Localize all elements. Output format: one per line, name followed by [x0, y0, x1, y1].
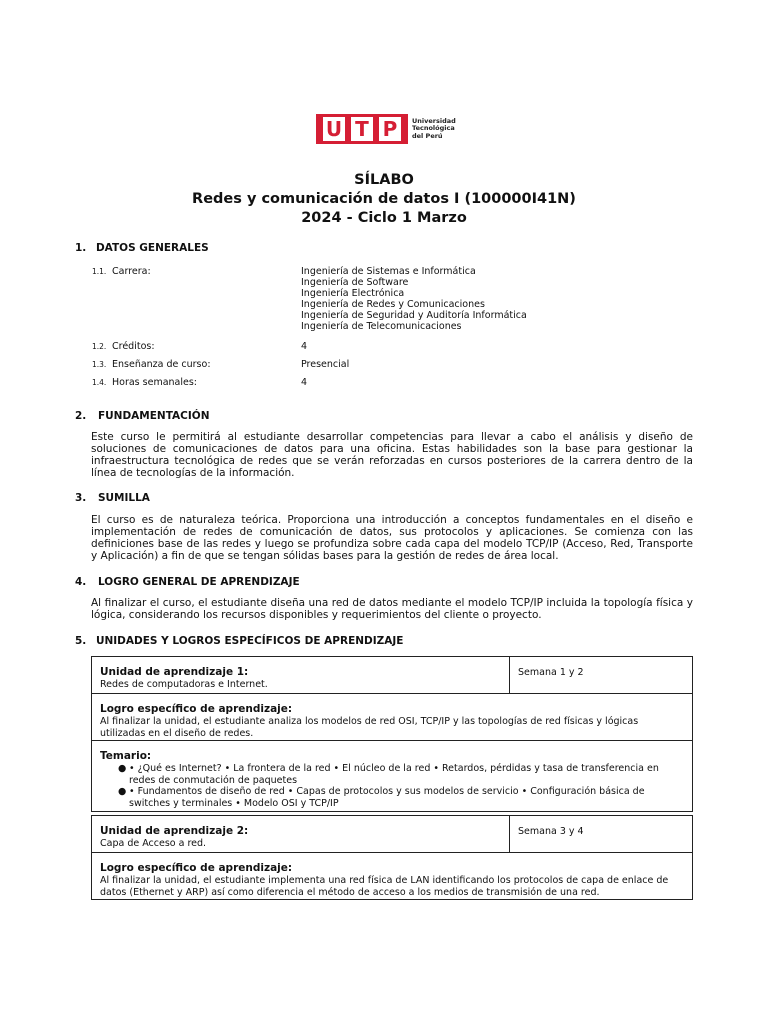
section-title: UNIDADES Y LOGROS ESPECÍFICOS DE APRENDIZAJE — [95, 635, 404, 647]
logo-mark — [316, 114, 408, 144]
course-title: Redes y comunicación de datos I (100000I41N) — [192, 191, 576, 207]
logro-heading: Logro específico de aprendizaje: — [100, 862, 293, 874]
unit-header-row — [92, 657, 692, 693]
section-title: SUMILLA — [97, 492, 150, 504]
logo-line-1: Universidad — [412, 116, 456, 125]
section-number: 5. — [75, 635, 87, 647]
fundamentacion-text: Este curso le permitirá al estudiante desarrollar competencias para llevar a cabo el análisis y diseño de soluciones de comunicaciones de datos para una oficina. Estas habilidades son la base para gestionar la infraestructura tecnológica de redes que se verán reforzadas en cursos posteriores de la carrera dentro de la línea de tecnologías de la información. — [91, 431, 693, 479]
logro-general-text: Al finalizar el curso, el estudiante diseña una red de datos mediante el modelo TCP/IP incluida la topología física y lógica, considerando los recursos disponibles y requerimientos del cliente o proyecto. — [91, 597, 693, 621]
careers-list — [301, 266, 527, 332]
field-horas-value: 4 — [301, 377, 308, 388]
career-item: Ingeniería de Sistemas e Informática — [301, 266, 476, 277]
logro-text: Al finalizar la unidad, el estudiante implementa una red física de LAN identificando los protocolos de capa de enlace de datos (Ethernet y ARP) así como diferencia el método de acceso a los medios de transmisión de una red. — [100, 875, 669, 898]
field-carrera-label — [92, 266, 151, 277]
field-ensenanza-label — [92, 359, 211, 370]
unit-name: Redes de computadoras e Internet. — [100, 679, 268, 690]
section-heading-logro-general — [75, 576, 300, 588]
section-number: 2. — [75, 410, 87, 422]
sumilla-text: El curso es de naturaleza teórica. Proporciona una introducción a conceptos fundamentales en el diseño e implementación de redes de comunicación de datos, sus protocolos y aplicaciones. Se comienza con las definiciones base de las redes y luego se profundiza sobre cada capa del modelo TCP/IP (Acceso, Red, Transporte y Aplicación) a fin de que se tengan sólidas bases para la gestión de redes de área local. — [91, 514, 693, 562]
unit-logro-cell — [92, 853, 692, 899]
field-creditos-value: 4 — [301, 341, 308, 352]
unit-weeks-cell — [510, 816, 692, 852]
unit-title-cell — [92, 657, 510, 693]
bullet-icon: ● — [118, 763, 127, 774]
unit-logro-row — [92, 693, 692, 740]
logo-letter-t: T — [351, 117, 373, 141]
unit-temario-row — [92, 740, 692, 811]
unit-table-2 — [91, 815, 693, 900]
career-item: Ingeniería de Seguridad y Auditoría Informática — [301, 310, 527, 321]
temario-item — [118, 763, 684, 786]
field-creditos-label — [92, 341, 155, 352]
course-period: 2024 - Ciclo 1 Marzo — [301, 210, 467, 226]
field-horas-label — [92, 377, 197, 388]
unit-header-row — [92, 816, 692, 852]
document-title: SÍLABO — [354, 172, 414, 188]
section-heading-unidades — [75, 635, 403, 647]
logo-line-3: del Perú — [412, 131, 443, 140]
section-title: LOGRO GENERAL DE APRENDIZAJE — [97, 576, 300, 588]
logo-wordmark — [412, 118, 456, 141]
section-heading-datos-generales — [75, 242, 209, 254]
temario-heading: Temario: — [100, 750, 152, 762]
section-number: 4. — [75, 576, 87, 588]
temario-list — [100, 763, 684, 809]
unit-title-cell — [92, 816, 510, 852]
unit-table-1 — [91, 656, 693, 812]
logo-line-2: Tecnológica — [412, 124, 455, 133]
unit-heading: Unidad de aprendizaje 2: — [100, 825, 249, 837]
logro-text: Al finalizar la unidad, el estudiante analiza los modelos de red OSI, TCP/IP y las topologías de red físicas y lógicas utilizadas en el diseño de redes. — [100, 716, 639, 739]
section-heading-fundamentacion — [75, 410, 210, 422]
section-heading-sumilla — [75, 492, 150, 504]
unit-logro-row — [92, 852, 692, 899]
unit-weeks-cell — [510, 657, 692, 693]
section-title: FUNDAMENTACIÓN — [97, 410, 210, 422]
section-number: 3. — [75, 492, 87, 504]
bullet-icon: ● — [118, 786, 127, 797]
unit-name: Capa de Acceso a red. — [100, 838, 207, 849]
logo-letter-p: P — [379, 117, 401, 141]
temario-item — [118, 786, 684, 809]
logro-heading: Logro específico de aprendizaje: — [100, 703, 293, 715]
utp-logo — [316, 114, 456, 144]
unit-weeks: Semana 1 y 2 — [518, 667, 584, 678]
temario-item-text: • ¿Qué es Internet? • La frontera de la red • El núcleo de la red • Retardos, pérdidas y tasa de transferencia en redes de conmutación de paquetes — [129, 763, 659, 786]
section-number: 1. — [75, 242, 87, 254]
field-label: Carrera: — [112, 266, 151, 277]
unit-weeks: Semana 3 y 4 — [518, 826, 584, 837]
field-number: 1.4. — [92, 378, 107, 387]
field-label: Créditos: — [112, 341, 155, 352]
unit-heading: Unidad de aprendizaje 1: — [100, 666, 249, 678]
field-number: 1.1. — [92, 267, 107, 276]
temario-item-text: • Fundamentos de diseño de red • Capas de protocolos y sus modelos de servicio • Configuración básica de switches y terminales • Modelo OSI y TCP/IP — [129, 786, 645, 809]
field-label: Enseñanza de curso: — [112, 359, 211, 370]
field-number: 1.3. — [92, 360, 107, 369]
field-number: 1.2. — [92, 342, 107, 351]
section-title: DATOS GENERALES — [95, 242, 209, 254]
unit-temario-cell — [92, 741, 692, 811]
field-label: Horas semanales: — [112, 377, 197, 388]
career-item: Ingeniería de Telecomunicaciones — [301, 321, 462, 332]
career-item: Ingeniería Electrónica — [301, 288, 405, 299]
field-ensenanza-value: Presencial — [301, 359, 350, 370]
career-item: Ingeniería de Software — [301, 277, 409, 288]
unit-logro-cell — [92, 694, 692, 740]
career-item: Ingeniería de Redes y Comunicaciones — [301, 299, 485, 310]
logo-letter-u: U — [323, 117, 345, 141]
